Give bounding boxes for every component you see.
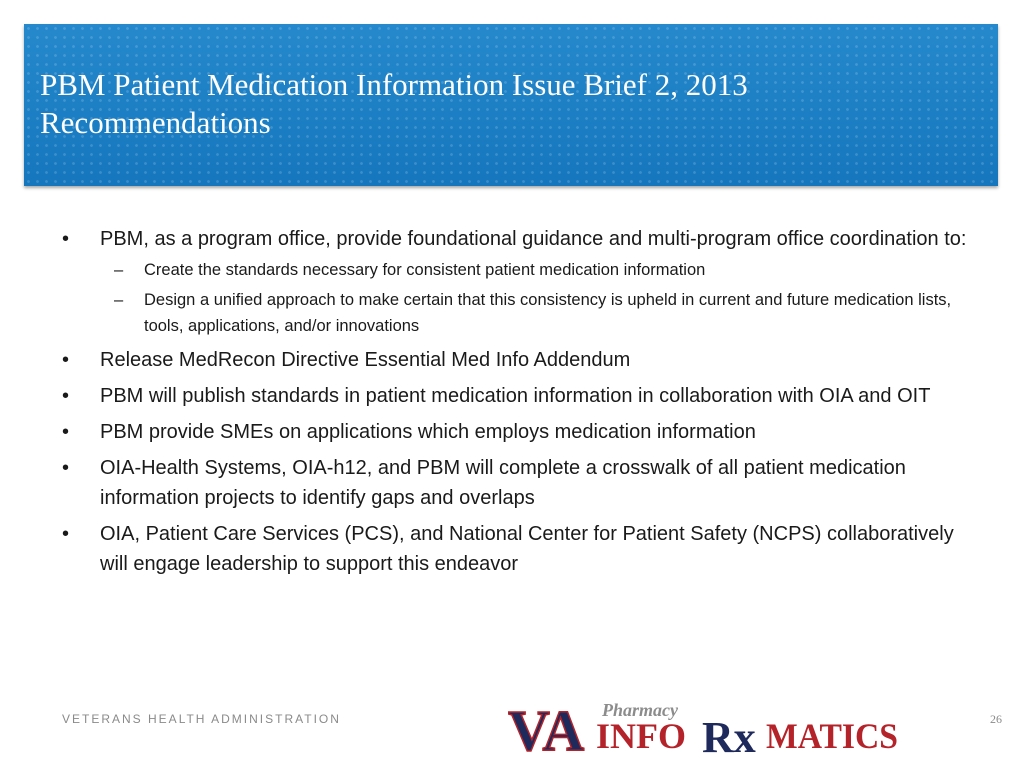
bullet-glyph: • <box>62 228 70 250</box>
bullet-text: Release MedRecon Directive Essential Med Info Addendum <box>100 349 631 371</box>
bullet-item <box>62 519 982 579</box>
bullet-text: PBM will publish standards in patient medication information in collaboration with OIA and OIT <box>100 385 931 407</box>
bullet-text: PBM provide SMEs on applications which employs medication information <box>100 421 756 443</box>
logo-va-text: VA <box>508 698 585 756</box>
bullet-item <box>62 381 982 411</box>
bullet-glyph: • <box>62 385 70 407</box>
bullet-item <box>62 453 982 513</box>
sub-bullet-list <box>100 257 982 339</box>
dash-glyph: – <box>114 291 124 309</box>
footer-org-name: VETERANS HEALTH ADMINISTRATION <box>62 712 341 726</box>
va-pharmacy-informatics-logo <box>508 694 900 756</box>
bullet-text: PBM, as a program office, provide foundational guidance and multi-program office coordination to: <box>100 228 967 250</box>
bullet-list <box>62 224 982 585</box>
bullet-text: OIA, Patient Care Services (PCS), and National Center for Patient Safety (NCPS) collaboratively will engage leadership to support this endeavor <box>100 523 954 575</box>
bullet-text: OIA-Health Systems, OIA-h12, and PBM will complete a crosswalk of all patient medication information projects to identify gaps and overlaps <box>100 457 906 509</box>
bullet-glyph: • <box>62 523 70 545</box>
logo-rx-text: Rx <box>702 713 756 756</box>
sub-bullet-text: Design a unified approach to make certain that this consistency is upheld in current and future medication lists, tools, applications, and/or innovations <box>144 291 952 335</box>
logo-info-text: INFO <box>596 716 686 756</box>
sub-bullet-text: Create the standards necessary for consistent patient medication information <box>144 261 706 279</box>
bullet-glyph: • <box>62 421 70 443</box>
bullet-glyph: • <box>62 349 70 371</box>
sub-bullet-item <box>100 287 982 339</box>
bullet-item <box>62 417 982 447</box>
slide-title-line-1: PBM Patient Medication Information Issue Brief 2, 2013 <box>40 67 748 102</box>
dash-glyph: – <box>114 261 124 279</box>
slide-title <box>40 66 940 142</box>
slide-title-line-2: Recommendations <box>40 105 271 140</box>
logo-pharmacy-text: Pharmacy <box>602 700 678 720</box>
bullet-item <box>62 345 982 375</box>
page-number: 26 <box>990 712 1002 726</box>
bullet-item <box>62 224 982 339</box>
bullet-glyph: • <box>62 457 70 479</box>
logo-matics-text: MATICS <box>766 716 898 756</box>
sub-bullet-item <box>100 257 982 283</box>
